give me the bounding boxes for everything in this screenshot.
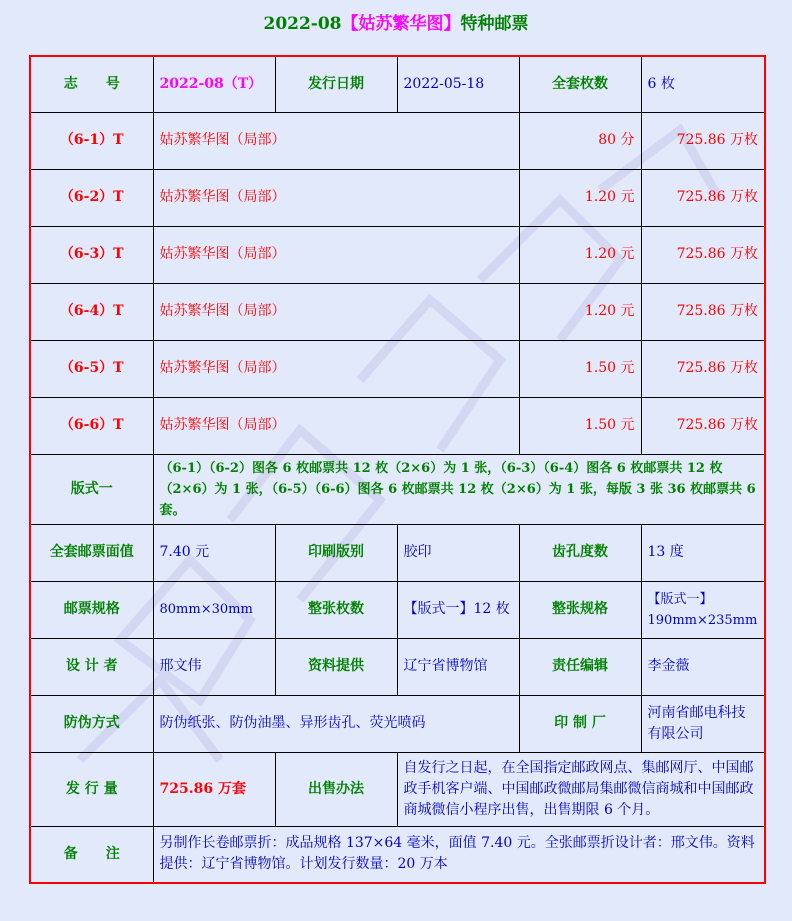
stamp-row [30, 283, 765, 340]
format-text: （6-1）（6-2）图各 6 枚邮票共 12 枚（2×6）为 1 张，（6-3）（6-4）图各 6 枚邮票共 12 枚（2×6）为 1 张，（6-5）（6-6）图各 6 枚邮票共 12 枚（2×6）为 1 张，每版 3 张 36 枚邮票共 6 套。 [153, 454, 765, 524]
sheet-spec-value [641, 581, 765, 638]
stamp-face: 1.20 元 [519, 226, 641, 283]
title-kind: 特种邮票 [460, 14, 529, 34]
stamp-name: 姑苏繁华图（局部） [153, 169, 519, 226]
perf-label: 齿孔度数 [519, 524, 641, 581]
sheet-count-label: 整张枚数 [275, 581, 397, 638]
set-count-label: 全套枚数 [519, 56, 641, 112]
stamp-qty: 725.86 万枚 [641, 340, 765, 397]
stamp-name: 姑苏繁华图（局部） [153, 397, 519, 454]
spec-label: 邮票规格 [30, 581, 153, 638]
remark-row [30, 826, 765, 883]
stamp-id: （6-3）T [30, 226, 153, 283]
issue-date-label: 发行日期 [275, 56, 397, 112]
stamp-row [30, 169, 765, 226]
anticounterfeit-label: 防伪方式 [30, 695, 153, 752]
sheet-count-value: 【版式一】12 枚 [397, 581, 519, 638]
detail-row-1 [30, 524, 765, 581]
stamp-face: 1.20 元 [519, 283, 641, 340]
stamp-info-table [29, 55, 766, 884]
issue-qty-value: 725.86 万套 [153, 752, 275, 826]
detail-row-4 [30, 695, 765, 752]
remark-value: 另制作长卷邮票折：成品规格 137×64 毫米，面值 7.40 元。全张邮票折设计者：邢文伟。资料提供：辽宁省博物馆。计划发行数量：20 万本 [153, 826, 765, 883]
anticounterfeit-value: 防伪纸张、防伪油墨、异形齿孔、荧光喷码 [153, 695, 519, 752]
stamp-name: 姑苏繁华图（局部） [153, 283, 519, 340]
format-row [30, 454, 765, 524]
designer-value: 邢文伟 [153, 638, 275, 695]
spec-value: 80mm×30mm [153, 581, 275, 638]
detail-row-2 [30, 581, 765, 638]
stamp-face: 1.20 元 [519, 169, 641, 226]
title-code: 2022-08 [263, 14, 342, 34]
detail-row-5 [30, 752, 765, 826]
print-label: 印刷版别 [275, 524, 397, 581]
stamp-face: 1.50 元 [519, 397, 641, 454]
stamp-qty: 725.86 万枚 [641, 397, 765, 454]
stamp-row [30, 226, 765, 283]
editor-label: 责任编辑 [519, 638, 641, 695]
stamp-qty: 725.86 万枚 [641, 112, 765, 169]
stamp-id: （6-2）T [30, 169, 153, 226]
stamp-id: （6-1）T [30, 112, 153, 169]
header-row [30, 56, 765, 112]
stamp-id: （6-5）T [30, 340, 153, 397]
stamp-name: 姑苏繁华图（局部） [153, 226, 519, 283]
designer-label: 设 计 者 [30, 638, 153, 695]
issue-qty-label: 发 行 量 [30, 752, 153, 826]
stamp-row [30, 112, 765, 169]
stamp-qty: 725.86 万枚 [641, 169, 765, 226]
stamp-qty: 725.86 万枚 [641, 283, 765, 340]
sheet-spec-size: 190mm×235mm [647, 612, 758, 628]
print-value: 胶印 [397, 524, 519, 581]
face-total-value: 7.40 元 [153, 524, 275, 581]
set-count-value: 6 枚 [641, 56, 765, 112]
stamp-id: （6-4）T [30, 283, 153, 340]
remark-label: 备 注 [30, 826, 153, 883]
stamp-name: 姑苏繁华图（局部） [153, 112, 519, 169]
source-label: 资料提供 [275, 638, 397, 695]
printer-label: 印 制 厂 [519, 695, 641, 752]
printer-value: 河南省邮电科技有限公司 [641, 695, 765, 752]
perf-value: 13 度 [641, 524, 765, 581]
stamp-row [30, 340, 765, 397]
stamp-qty: 725.86 万枚 [641, 226, 765, 283]
zhihao-value: 2022-08（T） [153, 56, 275, 112]
zhihao-label: 志 号 [30, 56, 153, 112]
stamp-face: 80 分 [519, 112, 641, 169]
editor-value: 李金薇 [641, 638, 765, 695]
sale-label: 出售办法 [275, 752, 397, 826]
format-label: 版式一 [30, 454, 153, 524]
stamp-id: （6-6）T [30, 397, 153, 454]
stamp-name: 姑苏繁华图（局部） [153, 340, 519, 397]
stamp-row [30, 397, 765, 454]
sale-value: 自发行之日起，在全国指定邮政网点、集邮网厅、中国邮政手机客户端、中国邮政微邮局集邮微信商城和中国邮政商城微信小程序出售，出售期限 6 个月。 [397, 752, 765, 826]
source-value: 辽宁省博物馆 [397, 638, 519, 695]
sheet-spec-format: 【版式一】 [647, 591, 713, 607]
sheet-spec-label: 整张规格 [519, 581, 641, 638]
title-name: 【姑苏繁华图】 [341, 14, 461, 34]
page-title [0, 12, 792, 36]
detail-row-3 [30, 638, 765, 695]
issue-date-value: 2022-05-18 [397, 56, 519, 112]
stamp-face: 1.50 元 [519, 340, 641, 397]
face-total-label: 全套邮票面值 [30, 524, 153, 581]
